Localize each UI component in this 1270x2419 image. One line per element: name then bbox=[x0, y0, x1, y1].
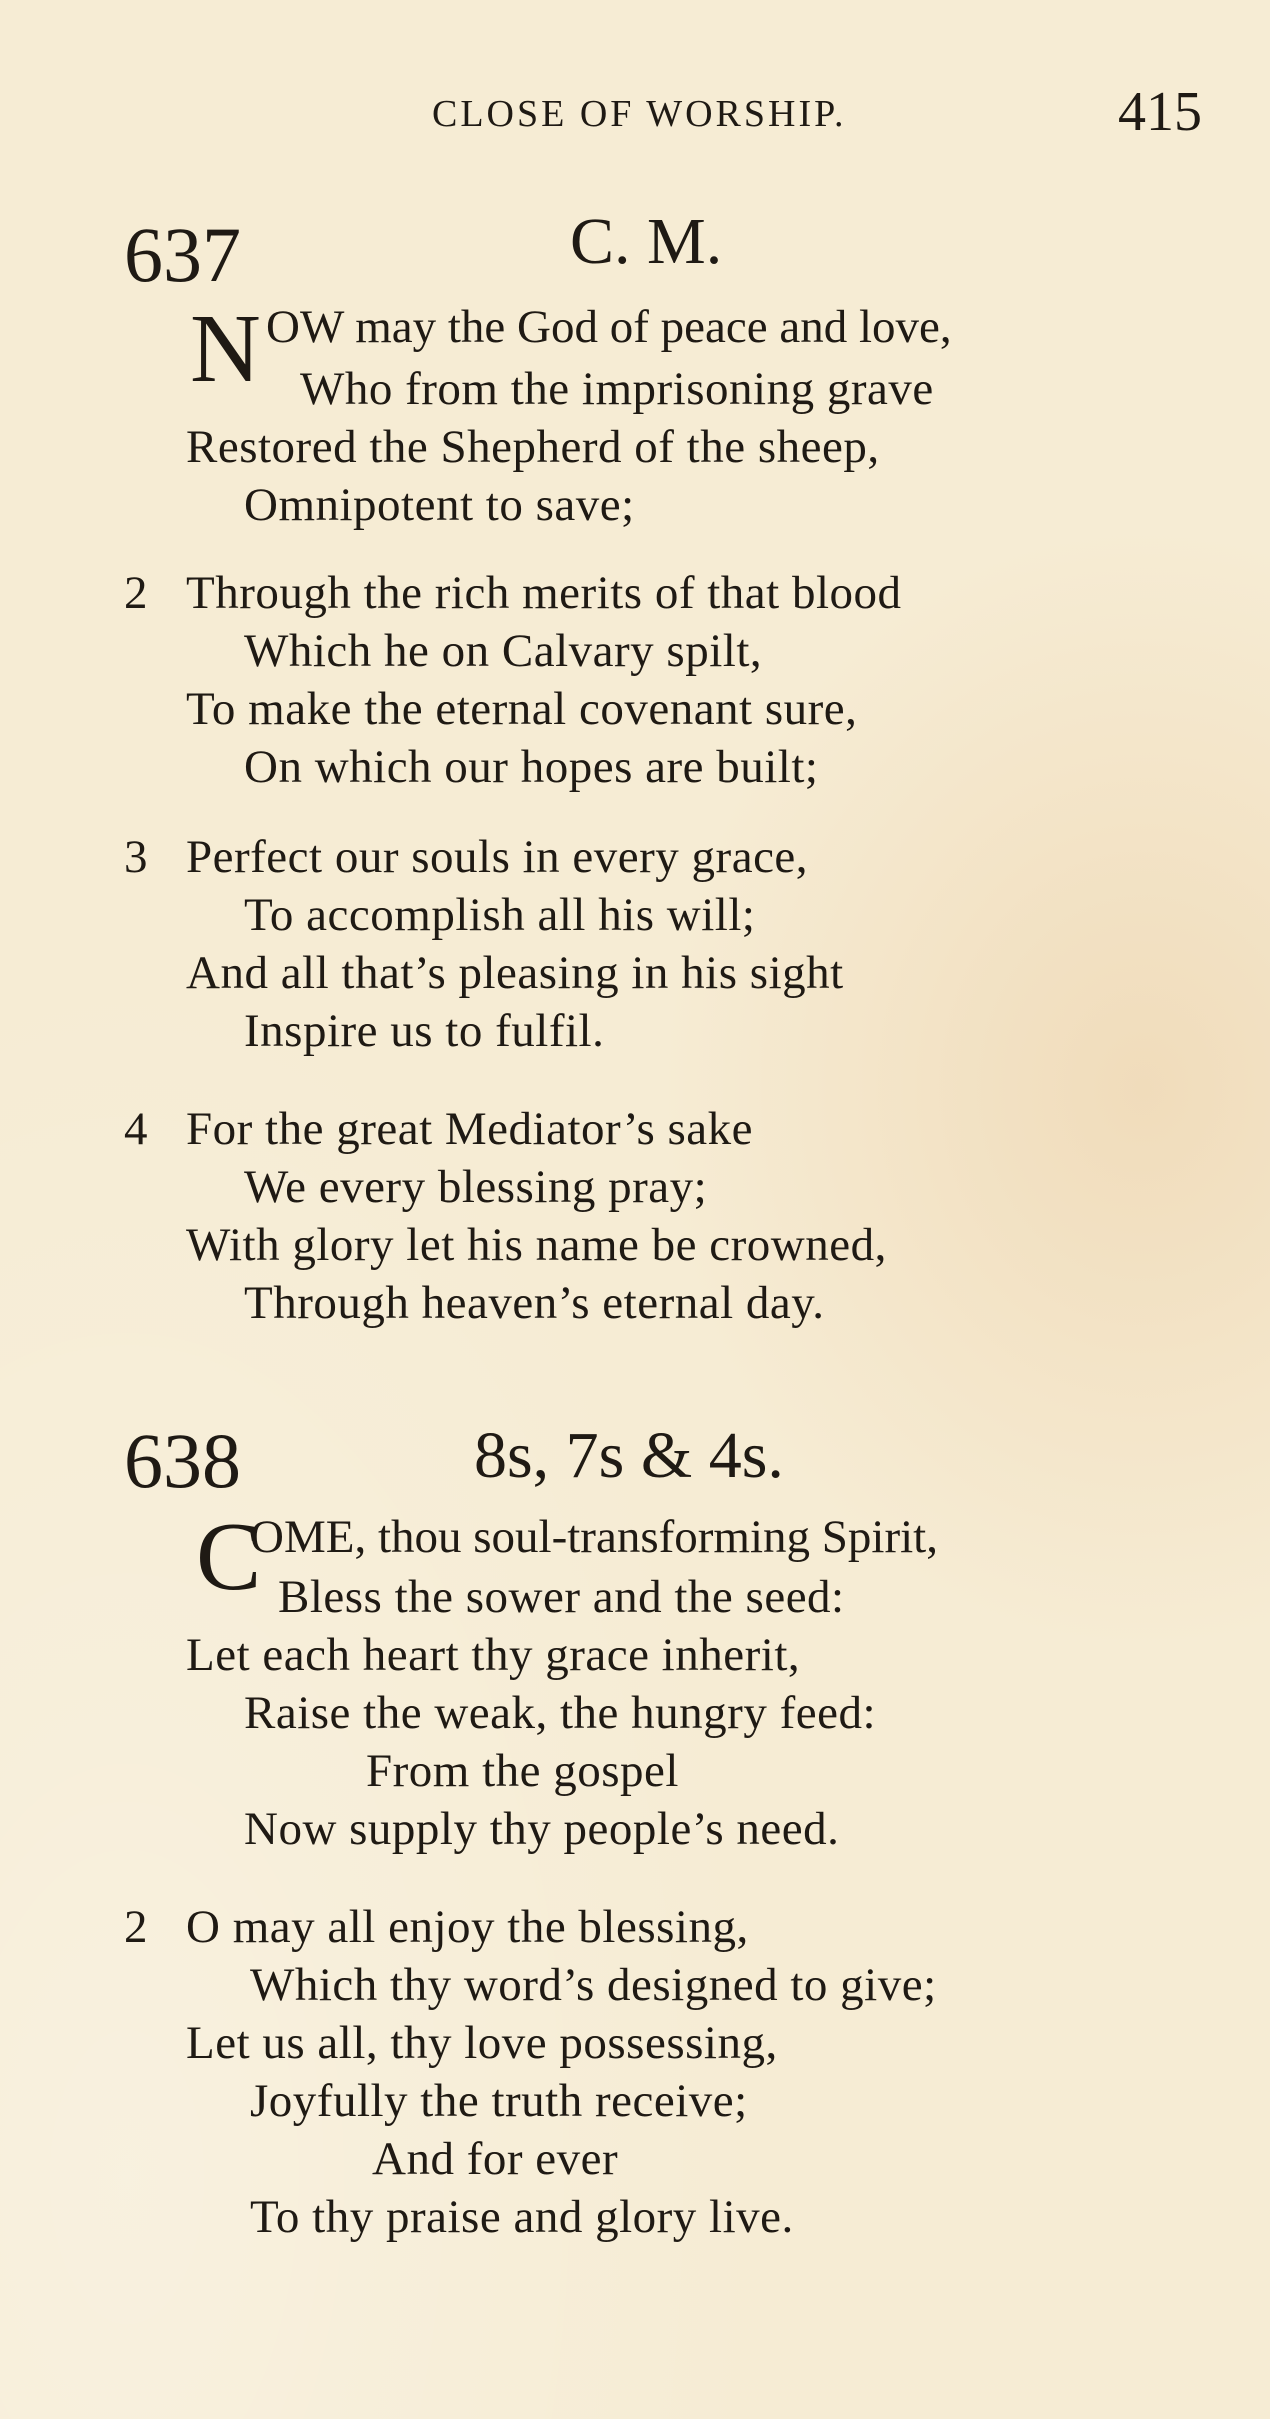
hymn-meter: 8s, 7s & 4s. bbox=[474, 1419, 784, 1492]
verse-line: And all that’s pleasing in his sight bbox=[186, 947, 844, 999]
verse-number: 3 bbox=[124, 831, 148, 883]
verse-line: Which thy word’s designed to give; bbox=[250, 1959, 937, 2011]
verse-line: Which he on Calvary spilt, bbox=[244, 625, 763, 677]
verse-line: Omnipotent to save; bbox=[244, 479, 635, 531]
verse-number: 2 bbox=[124, 1901, 148, 1953]
verse-line: Let us all, thy love possessing, bbox=[186, 2017, 778, 2069]
verse-line: Restored the Shepherd of the sheep, bbox=[186, 421, 880, 473]
verse-line: To accomplish all his will; bbox=[244, 889, 756, 941]
verse-number: 2 bbox=[124, 567, 148, 619]
verse-line: To make the eternal covenant sure, bbox=[186, 683, 858, 735]
first-line: OW may the God of peace and love, bbox=[266, 301, 952, 353]
verse-line: O may all enjoy the blessing, bbox=[186, 1901, 749, 1953]
verse-line: Perfect our souls in every grace, bbox=[186, 831, 809, 883]
verse-line: Who from the imprisoning grave bbox=[300, 363, 934, 415]
page-number: 415 bbox=[1118, 81, 1202, 143]
drop-cap: N bbox=[190, 295, 261, 403]
drop-cap: C bbox=[196, 1503, 262, 1611]
verse-line: To thy praise and glory live. bbox=[250, 2191, 794, 2243]
verse-line: And for ever bbox=[372, 2133, 619, 2185]
verse-line: From the gospel bbox=[366, 1745, 679, 1797]
verse-line: Raise the weak, the hungry feed: bbox=[244, 1687, 877, 1739]
verse-line: Through the rich merits of that blood bbox=[186, 567, 902, 619]
verse-line: We every blessing pray; bbox=[244, 1161, 708, 1213]
verse-line: With glory let his name be crowned, bbox=[186, 1219, 887, 1271]
hymn-meter: C. M. bbox=[570, 205, 723, 278]
verse-line: Bless the sower and the seed: bbox=[278, 1571, 845, 1623]
verse-line: Joyfully the truth receive; bbox=[250, 2075, 748, 2127]
hymn-number: 637 bbox=[124, 211, 241, 298]
running-title: CLOSE OF WORSHIP. bbox=[432, 93, 847, 135]
verse-line: For the great Mediator’s sake bbox=[186, 1103, 754, 1155]
verse-line: Now supply thy people’s need. bbox=[244, 1803, 840, 1855]
verse-line: Inspire us to fulfil. bbox=[244, 1005, 605, 1057]
verse-line: Through heaven’s eternal day. bbox=[244, 1277, 825, 1329]
hymn-number: 638 bbox=[124, 1417, 241, 1504]
verse-line: Let each heart thy grace inherit, bbox=[186, 1629, 801, 1681]
verse-number: 4 bbox=[124, 1103, 148, 1155]
first-line: OME, thou soul-transforming Spirit, bbox=[250, 1511, 938, 1563]
verse-line: On which our hopes are built; bbox=[244, 741, 819, 793]
